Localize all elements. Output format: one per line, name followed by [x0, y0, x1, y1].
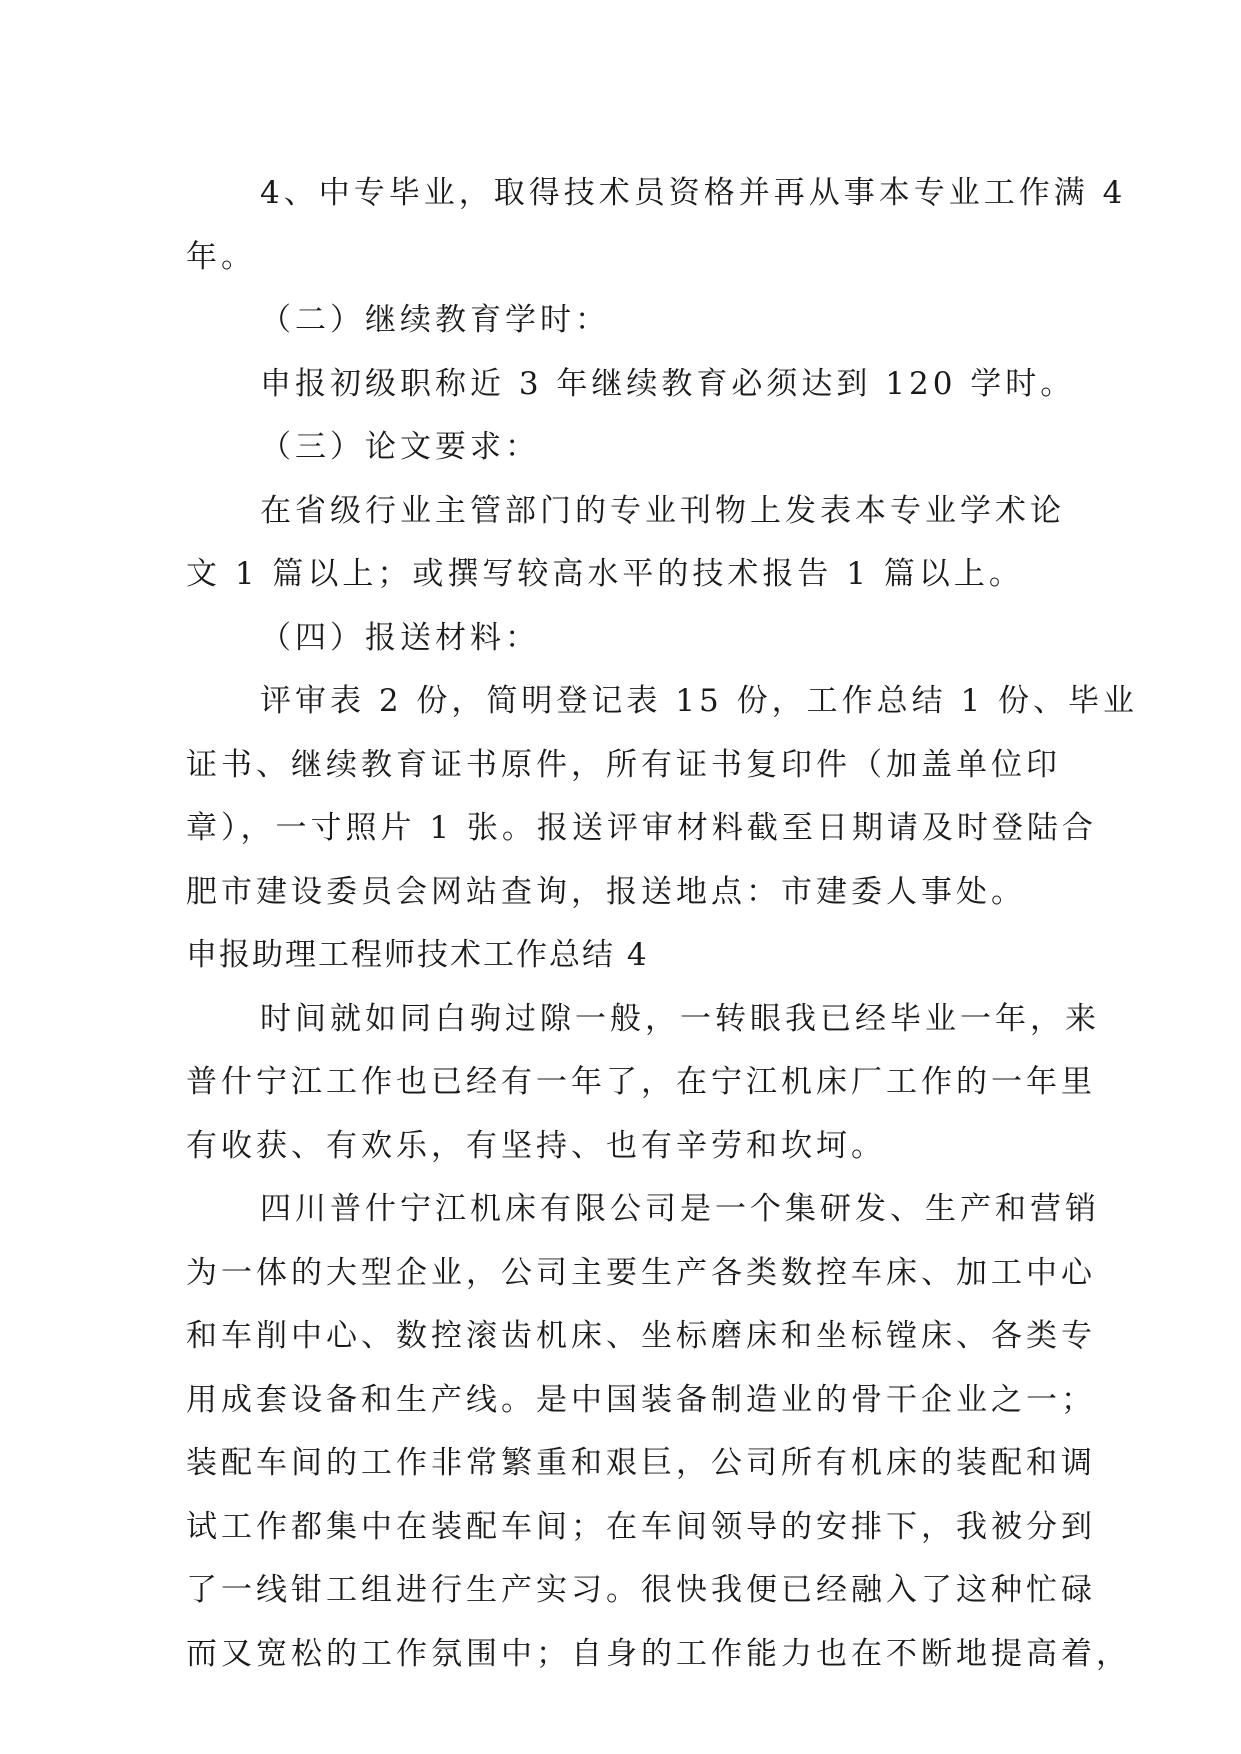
- section-heading-continuing-education: （二）继续教育学时：: [260, 302, 610, 338]
- paragraph-line: 四川普什宁江机床有限公司是一个集研发、生产和营销: [260, 1191, 1100, 1227]
- paragraph-line: 为一体的大型企业，公司主要生产各类数控车床、加工中心: [186, 1254, 1096, 1291]
- paragraph-line: 申报初级职称近 3 年继续教育必须达到 120 学时。: [260, 365, 1076, 402]
- paragraph-line: 4、中专毕业，取得技术员资格并再从事本专业工作满 4: [260, 175, 1127, 211]
- paragraph-line: 评审表 2 份，简明登记表 15 份，工作总结 1 份、毕业: [260, 683, 1139, 719]
- paragraph-line: 章），一寸照片 1 张。报送评审材料截至日期请及时登陆合: [186, 810, 1097, 846]
- paragraph-line: 和车削中心、数控滚齿机床、坐标磨床和坐标镗床、各类专: [186, 1318, 1096, 1354]
- paragraph-line: 用成套设备和生产线。是中国装备制造业的骨干企业之一；: [186, 1381, 1096, 1418]
- paragraph-line: 有收获、有欢乐，有坚持、也有辛劳和坎坷。: [186, 1127, 886, 1164]
- document-body: [186, 162, 1139, 1686]
- section-heading-thesis-requirements: （三）论文要求：: [260, 429, 540, 465]
- paragraph-line: 证书、继续教育证书原件，所有证书复印件（加盖单位印: [186, 746, 1061, 783]
- paragraph-line: 装配车间的工作非常繁重和艰巨，公司所有机床的装配和调: [186, 1445, 1096, 1481]
- paragraph-line: 文 1 篇以上；或撰写较高水平的技术报告 1 篇以上。: [186, 556, 1024, 592]
- section-heading-submission-materials: （四）报送材料：: [260, 619, 540, 656]
- paragraph-line: 在省级行业主管部门的专业刊物上发表本专业学术论: [260, 492, 1065, 529]
- paragraph-line: 肥市建设委员会网站查询，报送地点：市建委人事处。: [186, 873, 1026, 910]
- paragraph-line: 时间就如同白驹过隙一般，一转眼我已经毕业一年，来: [260, 1000, 1100, 1037]
- paragraph-line: 而又宽松的工作氛围中；自身的工作能力也在不断地提高着，: [186, 1635, 1131, 1672]
- document-title: 申报助理工程师技术工作总结 4: [186, 937, 649, 973]
- paragraph-line: 普什宁江工作也已经有一年了，在宁江机床厂工作的一年里: [186, 1064, 1096, 1100]
- paragraph-line: 了一线钳工组进行生产实习。很快我便已经融入了这种忙碌: [186, 1572, 1096, 1608]
- paragraph-line: 年。: [186, 238, 256, 275]
- paragraph-line: 试工作都集中在装配车间；在车间领导的安排下，我被分到: [186, 1508, 1096, 1545]
